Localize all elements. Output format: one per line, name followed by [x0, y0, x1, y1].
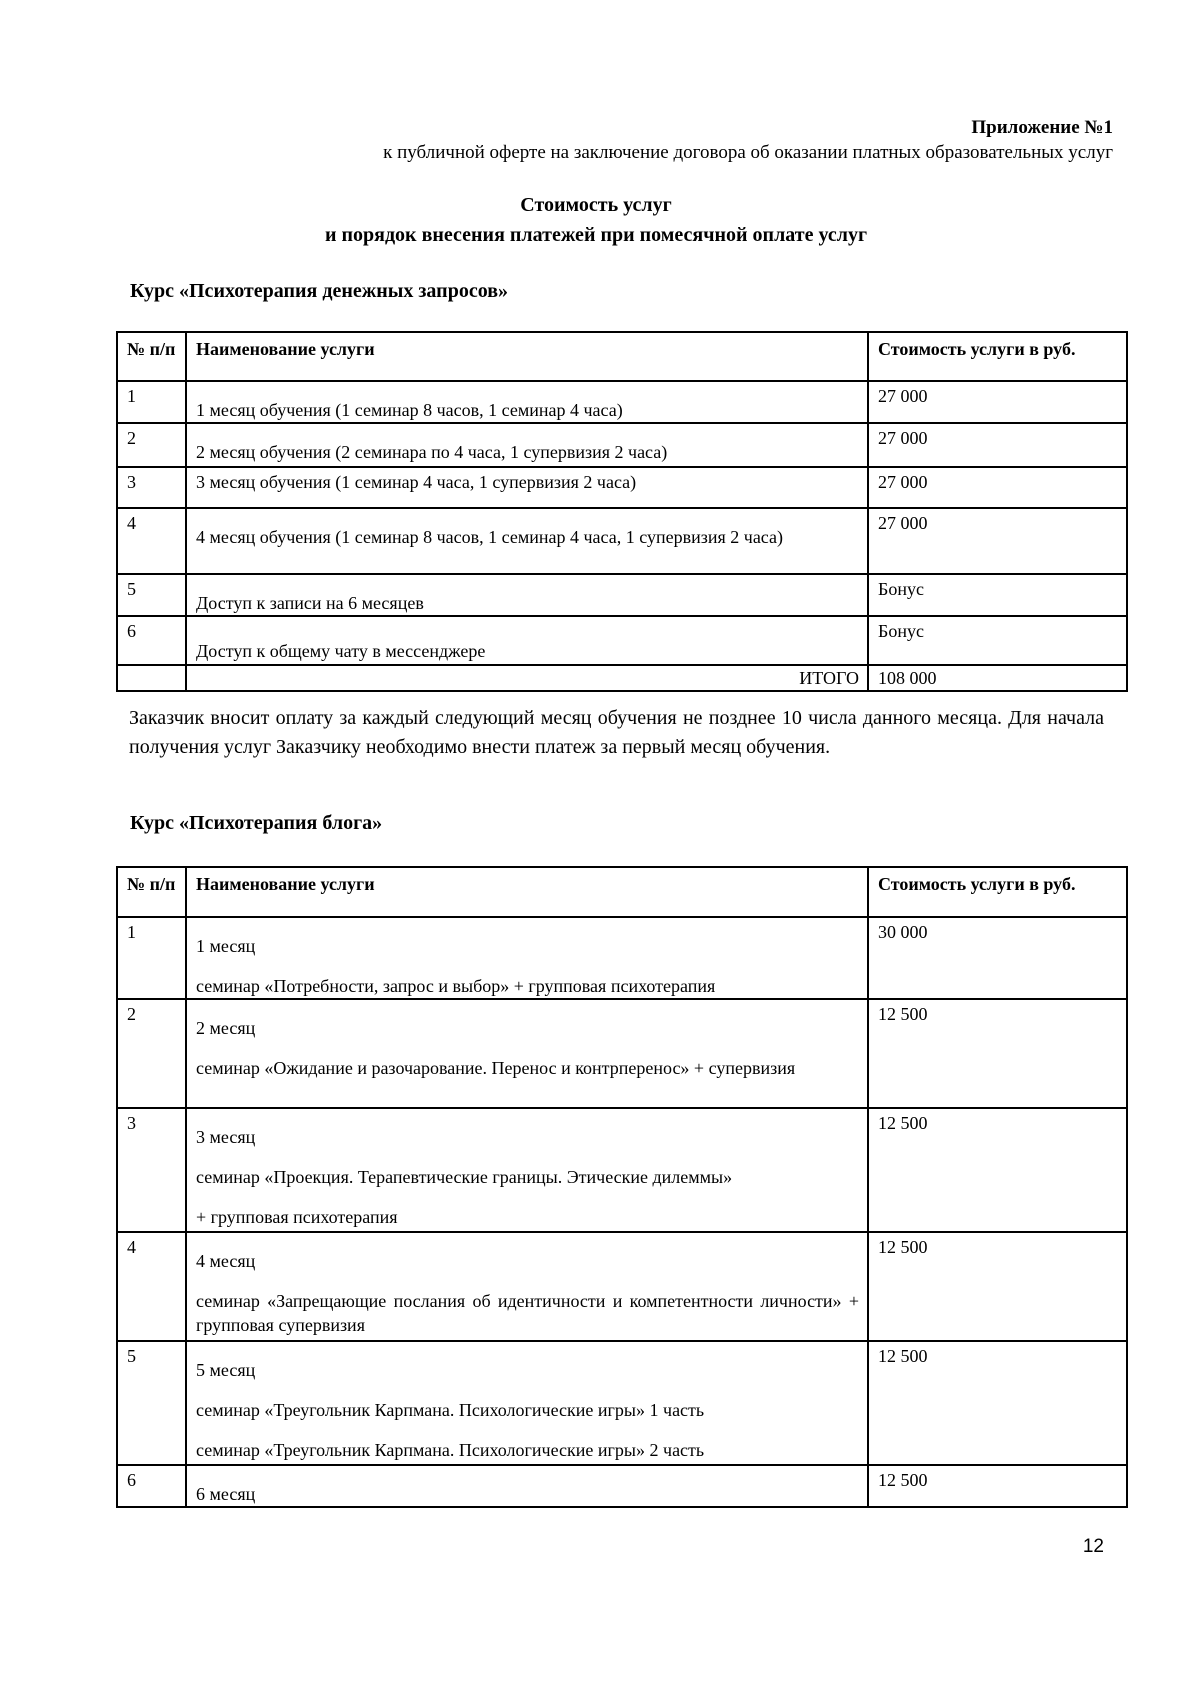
page-title-line2: и порядок внесения платежей при помесячной оплате услуг	[324, 224, 868, 246]
row-name: Доступ к записи на 6 месяцев	[186, 574, 868, 616]
row-num: 1	[117, 917, 186, 999]
table-row	[117, 574, 1127, 616]
col-name: Наименование услуги	[186, 332, 868, 381]
table-row	[117, 917, 1127, 999]
row-line: + групповая психотерапия	[196, 1207, 398, 1227]
row-num: 2	[117, 999, 186, 1108]
row-name	[186, 1232, 868, 1341]
table-header-row	[117, 867, 1127, 917]
row-month: 3 месяц	[196, 1127, 256, 1147]
row-month: 6 месяц	[186, 1465, 868, 1507]
row-price: 30 000	[868, 917, 1127, 999]
row-price: 12 500	[868, 1108, 1127, 1232]
table-row	[117, 381, 1127, 423]
total-empty	[117, 665, 186, 691]
course1-heading: Курс «Психотерапия денежных запросов»	[130, 280, 508, 302]
row-month: 5 месяц	[196, 1360, 256, 1380]
row-num: 6	[117, 1465, 186, 1507]
row-price: 12 500	[868, 1232, 1127, 1341]
row-name: 1 месяц обучения (1 семинар 8 часов, 1 семинар 4 часа)	[186, 381, 868, 423]
table-row	[117, 1108, 1127, 1232]
table-row	[117, 1465, 1127, 1507]
row-num: 1	[117, 381, 186, 423]
appendix-label: Приложение №1	[971, 117, 1113, 138]
payment-note: Заказчик вносит оплату за каждый следующий месяц обучения не позднее 10 числа данного месяца. Для начала получения услуг Заказчику необходимо внести платеж за первый месяц обучения.	[129, 707, 1104, 758]
row-num: 4	[117, 508, 186, 574]
row-num: 2	[117, 423, 186, 467]
course2-table	[116, 866, 1128, 1508]
table-header-row	[117, 332, 1127, 381]
page-number: 12	[1082, 1536, 1104, 1557]
row-line: семинар «Проекция. Терапевтические границы. Этические дилеммы»	[196, 1167, 733, 1187]
col-price: Стоимость услуги в руб.	[868, 867, 1127, 917]
row-name	[186, 917, 868, 999]
row-price: 27 000	[868, 467, 1127, 508]
row-price: 12 500	[868, 1341, 1127, 1465]
page-title-line1: Стоимость услуг	[520, 194, 672, 216]
course1-table	[116, 331, 1128, 692]
total-row	[117, 665, 1127, 691]
course2-heading: Курс «Психотерапия блога»	[130, 812, 383, 834]
row-line: семинар «Запрещающие послания об идентичности и компетентности личности» + групповая супервизия	[196, 1291, 859, 1335]
row-line: семинар «Треугольник Карпмана. Психологические игры» 2 часть	[196, 1440, 705, 1460]
col-num: № п/п	[117, 332, 186, 381]
row-num: 5	[117, 574, 186, 616]
row-name	[186, 999, 868, 1108]
table-row	[117, 616, 1127, 665]
table-row	[117, 1232, 1127, 1341]
row-month: 1 месяц	[196, 936, 256, 956]
col-name: Наименование услуги	[186, 867, 868, 917]
row-num: 3	[117, 1108, 186, 1232]
row-price: 12 500	[868, 1465, 1127, 1507]
total-value: 108 000	[868, 665, 1127, 691]
table-row	[117, 467, 1127, 508]
total-label: ИТОГО	[186, 665, 868, 691]
table-row	[117, 508, 1127, 574]
row-price: 12 500	[868, 999, 1127, 1108]
row-month: 2 месяц	[196, 1018, 256, 1038]
row-num: 3	[117, 467, 186, 508]
row-price: 27 000	[868, 381, 1127, 423]
row-price: 27 000	[868, 508, 1127, 574]
row-num: 6	[117, 616, 186, 665]
table-row	[117, 423, 1127, 467]
row-num: 5	[117, 1341, 186, 1465]
row-name: Доступ к общему чату в мессенджере	[186, 616, 868, 665]
row-price: Бонус	[868, 616, 1127, 665]
row-name	[186, 1341, 868, 1465]
row-price: Бонус	[868, 574, 1127, 616]
row-name: 4 месяц обучения (1 семинар 8 часов, 1 семинар 4 часа, 1 супервизия 2 часа)	[186, 508, 868, 574]
table-row	[117, 999, 1127, 1108]
row-num: 4	[117, 1232, 186, 1341]
row-line: семинар «Треугольник Карпмана. Психологические игры» 1 часть	[196, 1400, 705, 1420]
table-row	[117, 1341, 1127, 1465]
row-name: 3 месяц обучения (1 семинар 4 часа, 1 супервизия 2 часа)	[186, 467, 868, 508]
row-month: 4 месяц	[196, 1251, 256, 1271]
row-name: 2 месяц обучения (2 семинара по 4 часа, 1 супервизия 2 часа)	[186, 423, 868, 467]
col-price: Стоимость услуги в руб.	[868, 332, 1127, 381]
row-line: семинар «Ожидание и разочарование. Перенос и контрперенос» + супервизия	[196, 1058, 796, 1078]
row-price: 27 000	[868, 423, 1127, 467]
row-name	[186, 1108, 868, 1232]
appendix-subtitle: к публичной оферте на заключение договора об оказании платных образовательных услуг	[383, 142, 1113, 163]
col-num: № п/п	[117, 867, 186, 917]
row-line: семинар «Потребности, запрос и выбор» + групповая психотерапия	[196, 976, 716, 996]
